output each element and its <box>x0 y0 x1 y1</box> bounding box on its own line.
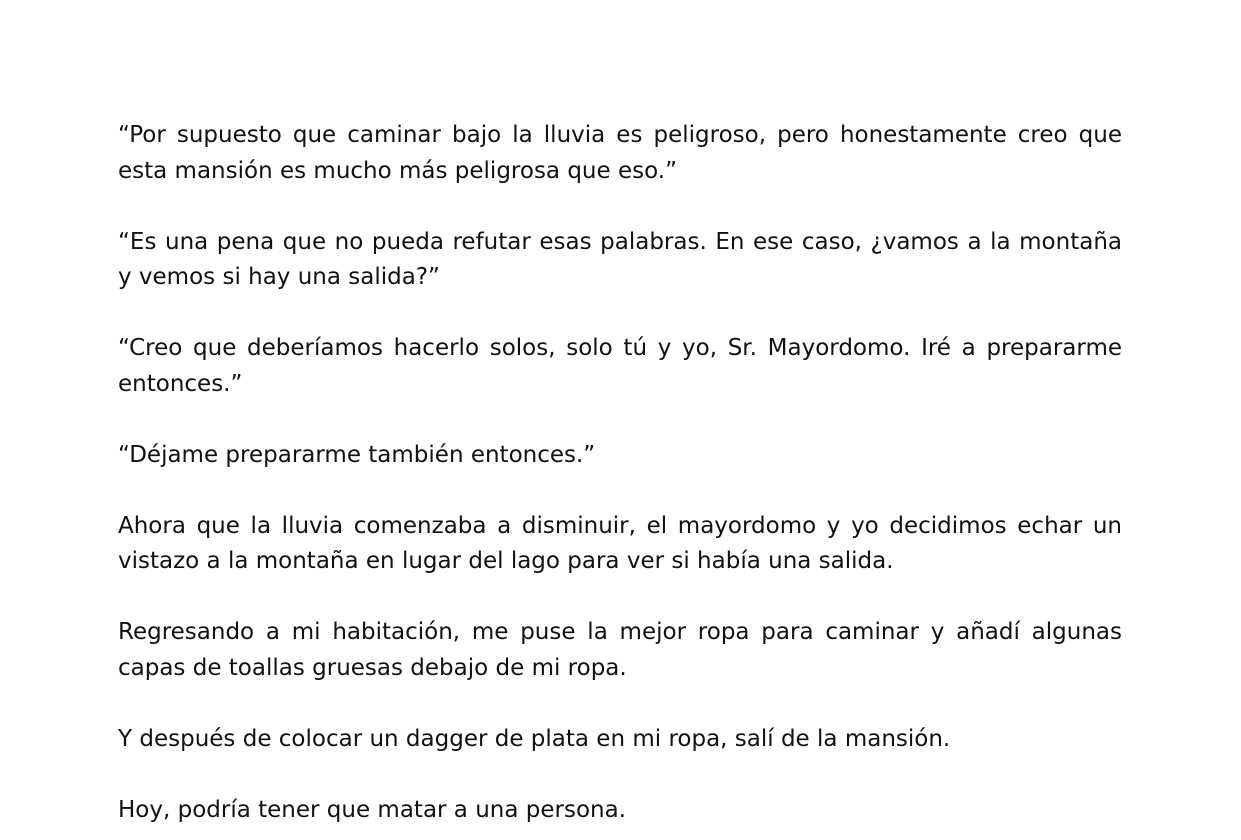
paragraph-2: “Es una pena que no pueda refutar esas palabras. En ese caso, ¿vamos a la montaña y vemos si hay una salida?” <box>118 228 1122 290</box>
paragraph-4: “Déjame prepararme también entonces.” <box>118 441 596 468</box>
paragraph-8: Hoy, podría tener que matar a una persona. <box>118 796 627 823</box>
paragraph-6: Regresando a mi habitación, me puse la mejor ropa para caminar y añadí algunas capas de toallas gruesas debajo de mi ropa. <box>118 619 1122 681</box>
paragraph-7: Y después de colocar un dagger de plata en mi ropa, salí de la mansión. <box>118 725 951 752</box>
paragraph-1: “Por supuesto que caminar bajo la lluvia es peligroso, pero honestamente creo que esta mansión es mucho más peligrosa que eso.” <box>118 122 1122 184</box>
paragraph-3: “Creo que deberíamos hacerlo solos, solo tú y yo, Sr. Mayordomo. Iré a prepararme entonces.” <box>118 335 1122 397</box>
paragraph-5: Ahora que la lluvia comenzaba a disminuir, el mayordomo y yo decidimos echar un vistazo a la montaña en lugar del lago para ver si había una salida. <box>118 512 1122 574</box>
document-page <box>118 118 1122 828</box>
